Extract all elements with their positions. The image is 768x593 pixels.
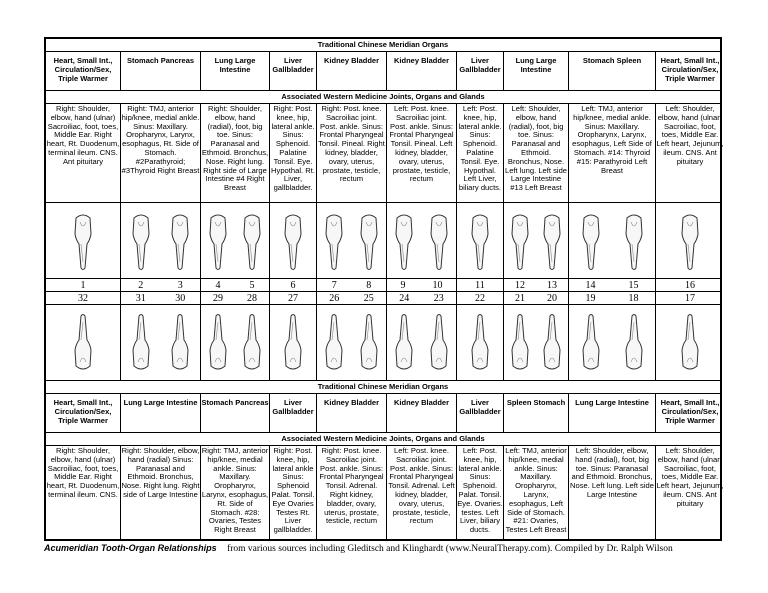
tooth-image-cell (317, 305, 387, 380)
organ-description-cell: Left: Post. knee, hip, lateral ankle. Sinus: Sphenoid. Palatine Tonsil. Eye. Hypothal. Left Liver, biliary ducts. (457, 104, 504, 202)
tooth-illustration (130, 210, 152, 272)
tooth-illustration (130, 312, 152, 374)
tooth-number-cell (569, 279, 656, 291)
tooth-illustration (580, 312, 602, 374)
tooth-number: 16 (685, 279, 695, 291)
tooth-number: 11 (475, 279, 485, 291)
meridian-header-cell: Liver Gallbladder (457, 394, 504, 432)
organ-description-cell: Right: TMJ, anterior hip/knee, medial ankle. Sinus: Maxillary. Oropharynx, Larynx, esophagus, Rt. Side of Stomach. #2Parathyroid; #3Thyroid Right Breast (121, 104, 201, 202)
tooth-number: 30 (175, 292, 186, 304)
tooth-illustration (282, 210, 304, 272)
footer (44, 543, 734, 554)
meridian-header-cell: Liver Gallbladder (270, 52, 317, 90)
tooth-image-cell (201, 203, 270, 278)
tooth-image-cell (270, 203, 317, 278)
tooth-image-cell (201, 305, 270, 380)
tooth-number: 32 (78, 292, 88, 304)
meridian-header-cell: Heart, Small Int., Circulation/Sex, Triple Warmer (46, 52, 121, 90)
tooth-illustration (428, 312, 450, 374)
tooth-number: 31 (135, 292, 146, 304)
tooth-number: 21 (515, 292, 525, 304)
tooth-illustration (207, 210, 229, 272)
tooth-number-cell (121, 292, 201, 304)
tooth-number: 1 (80, 279, 86, 291)
lower-number-row (46, 292, 720, 305)
organ-description-cell: Right: Post. knee, hip, lateral ankle Sinus: Sphenoid Palat. Tonsil. Eye Ovaries Testes Rt. Liver gallbladder. (270, 446, 317, 539)
lower-teeth-row (46, 305, 720, 381)
organ-description-cell: Left: Shoulder, elbow, hand (radial), foot, big toe. Sinus: Paranasal and Ethmoid. Bronchus, Nose. Left lung. Left side Large Intestine #13 Left Breast (504, 104, 569, 202)
tooth-number: 3 (177, 279, 183, 291)
organ-description-cell: Right: Shoulder, elbow, hand (radial), foot, big toe. Sinus: Paranasal and Ethmoid. Bronchus, Nose. Right lung. Right side of Large Intestine #4 Right Breast (201, 104, 270, 202)
tooth-number: 24 (399, 292, 410, 304)
footer-title: Acumeridian Tooth-Organ Relationships (44, 543, 217, 553)
tooth-number-cell (569, 292, 656, 304)
tooth-number: 27 (288, 292, 298, 304)
tooth-number: 20 (547, 292, 557, 304)
organ-description-cell: Right: Shoulder, elbow, hand (ulnar) Sacroiliac, foot, toes, Middle Ear. Right heart, Rt. Duodenum, terminal ileum. CNS. Ant pituitary (46, 104, 121, 202)
tooth-number: 19 (585, 292, 596, 304)
tooth-illustration (241, 210, 263, 272)
tooth-number: 9 (400, 279, 406, 291)
tooth-number: 23 (433, 292, 444, 304)
tooth-number: 29 (213, 292, 223, 304)
tooth-illustration (323, 210, 345, 272)
meridian-header-cell: Liver Gallbladder (270, 394, 317, 432)
tooth-number-cell (387, 292, 457, 304)
tooth-image-cell (569, 203, 656, 278)
tooth-number: 10 (432, 279, 443, 291)
tooth-image-cell (504, 203, 569, 278)
meridian-header-cell: Lung Large Intestine (121, 394, 201, 432)
upper-teeth-row (46, 203, 720, 279)
tooth-number: 6 (290, 279, 296, 291)
tooth-illustration (282, 312, 304, 374)
organ-description-cell: Left: Shoulder, elbow, hand (ulnar) Sacroiliac, foot, toes, Middle Ear. Left heart, Jejunum, ileum. CNS. Ant pituitary (656, 104, 724, 166)
meridian-header-cell: Lung Large Intestine (201, 52, 270, 90)
tcm-band-upper: Traditional Chinese Meridian Organs (46, 39, 720, 52)
meridian-header-cell: Stomach Spleen (569, 52, 656, 90)
upper-description-row (46, 104, 724, 203)
tooth-number-cell (387, 279, 457, 291)
tooth-illustration (169, 210, 191, 272)
tooth-number-cell (46, 292, 121, 304)
tooth-number: 15 (628, 279, 639, 291)
meridian-header-cell: Kidney Bladder (317, 52, 387, 90)
tooth-image-cell (121, 203, 201, 278)
tooth-number-cell (201, 292, 270, 304)
tooth-number: 8 (366, 279, 372, 291)
tooth-illustration (393, 210, 415, 272)
organ-description-cell: Right: Post. knee. Sacroiliac joint. Post. ankle. Sinus: Frontal Pharyngeal Tonsil. Pineal. Right kidney, bladder, ovary, uterus, prostate, testicle, rectum (317, 104, 387, 202)
footer-credit: from various sources including Gleditsch and Klinghardt (www.NeuralTherapy.com). Compiled by Dr. Ralph Wilson (227, 544, 673, 554)
tooth-image-cell (656, 203, 724, 278)
organ-description-cell: Left: Post. knee. Sacroiliac joint. Post. ankle. Sinus: Frontal Pharyngeal Tonsil. Adrenal. Left kidney, bladder, ovary, uterus, prostate, testicle, rectum (387, 446, 457, 539)
tooth-number: 18 (628, 292, 639, 304)
tooth-image-cell (457, 203, 504, 278)
meridian-header-cell: Lung Large Intestine (504, 52, 569, 90)
tooth-illustration (580, 210, 602, 272)
meridian-header-cell: Kidney Bladder (317, 394, 387, 432)
tooth-illustration (358, 312, 380, 374)
meridian-header-cell: Stomach Pancreas (201, 394, 270, 432)
meridian-header-cell: Lung Large Intestine (569, 394, 656, 432)
tooth-illustration (169, 312, 191, 374)
tooth-number-cell (201, 279, 270, 291)
tooth-image-cell (317, 203, 387, 278)
tooth-illustration (323, 312, 345, 374)
tooth-image-cell (457, 305, 504, 380)
meridian-header-cell: Heart, Small Int., Circulation/Sex, Triple Warmer (660, 398, 720, 425)
meridian-header-cell: Heart, Small Int., Circulation/Sex, Triple Warmer (46, 394, 121, 432)
organ-description-cell: Left: Post. knee. Sacroiliac joint. Post. ankle. Sinus: Frontal Pharyngeal Tonsil. Pineal. Left kidney, bladder, ovary, uterus, prostate, testicle, rectum (387, 104, 457, 202)
tooth-illustration (679, 312, 701, 374)
tooth-image-cell (656, 305, 724, 380)
lower-description-row (46, 446, 724, 539)
tooth-illustration (541, 210, 563, 272)
organ-description-cell: Right: TMJ, anterior hip/knee, medial ankle. Sinus: Maxillary. Oropharynx, Larynx, esophagus, Rt. Side of Stomach. #28: Ovaries, Testes Right Breast (201, 446, 270, 539)
western-band-upper: Associated Western Medicine Joints, Organs and Glands (46, 91, 720, 104)
upper-header-row (46, 52, 720, 91)
tooth-illustration (623, 312, 645, 374)
tooth-number: 25 (363, 292, 374, 304)
tooth-illustration (469, 312, 491, 374)
tooth-image-cell (270, 305, 317, 380)
tooth-number-cell (656, 279, 724, 291)
tooth-illustration (509, 312, 531, 374)
tooth-organ-chart (44, 37, 722, 541)
tooth-illustration (509, 210, 531, 272)
tooth-image-cell (387, 305, 457, 380)
tooth-illustration (428, 210, 450, 272)
tooth-number-cell (504, 279, 569, 291)
tooth-illustration (241, 312, 263, 374)
organ-description-cell: Left: TMJ, anterior hip/knee, medial ankle. Sinus: Maxillary. Oropharynx, Larynx, esophagus, Left Side of Stomach. #14: Thyroid #15: Parathyroid Left Breast (569, 104, 656, 202)
tooth-illustration (207, 312, 229, 374)
tooth-image-cell (387, 203, 457, 278)
tooth-number-cell (504, 292, 569, 304)
tooth-number: 4 (215, 279, 221, 291)
tooth-number-cell (46, 279, 121, 291)
tooth-number-cell (317, 292, 387, 304)
tcm-band-lower: Traditional Chinese Meridian Organs (46, 381, 720, 394)
tooth-number-cell (121, 279, 201, 291)
tooth-image-cell (46, 203, 121, 278)
tooth-number: 13 (547, 279, 557, 291)
meridian-header-cell: Liver Gallbladder (457, 52, 504, 90)
organ-description-cell: Right: Post. knee, hip, lateral ankle. Sinus: Sphenoid. Palatine Tonsil. Eye. Hypothal. Rt. Liver, gallbladder. (270, 104, 317, 202)
meridian-header-cell: Stomach Pancreas (121, 52, 201, 90)
organ-description-cell: Left: Shoulder, elbow, hand (radial), foot, big toe. Sinus: Paranasal and Ethmoid. Bronchus, Nose. Left lung. Left side Large Intestine (569, 446, 656, 539)
organ-description-cell: Right: Post. knee. Sacroiliac joint. Post. ankle. Sinus: Frontal Pharyngeal Tonsil. Adrenal. Right kidney, bladder, ovary, uterus, prostate, testicle, rectum (317, 446, 387, 539)
tooth-image-cell (46, 305, 121, 380)
tooth-image-cell (504, 305, 569, 380)
tooth-number-cell (457, 279, 504, 291)
tooth-illustration (679, 210, 701, 272)
tooth-number: 28 (247, 292, 257, 304)
meridian-header-cell: Kidney Bladder (387, 394, 457, 432)
upper-number-row (46, 279, 720, 292)
tooth-number: 22 (475, 292, 485, 304)
meridian-header-cell: Spleen Stomach (504, 394, 569, 432)
tooth-number: 17 (685, 292, 695, 304)
organ-description-cell: Right: Shoulder, elbow, hand (radial) Sinus: Paranasal and Ethmoid. Bronchus, Nose. Right lung. Right side of Large Intestine (121, 446, 201, 539)
tooth-illustration (72, 210, 94, 272)
organ-description-cell: Left: TMJ, anterior hip/knee, medial ankle. Sinus: Maxillary. Oropharynx, Larynx, esophagus, Left Side of Stomach. #21: Ovaries, Testes Left Breast (504, 446, 569, 539)
tooth-illustration (358, 210, 380, 272)
tooth-image-cell (569, 305, 656, 380)
tooth-number-cell (317, 279, 387, 291)
tooth-number: 14 (585, 279, 596, 291)
tooth-number: 2 (138, 279, 144, 291)
tooth-number: 26 (329, 292, 340, 304)
tooth-number: 12 (515, 279, 525, 291)
organ-description-cell: Left: Post. knee, hip, lateral ankle. Sinus: Sphenoid. Palat. Tonsil. Eye. Ovaries. testes. Left Liver, biliary ducts. (457, 446, 504, 539)
tooth-illustration (469, 210, 491, 272)
tooth-number-cell (656, 292, 724, 304)
lower-header-row (46, 394, 720, 433)
tooth-number: 7 (331, 279, 337, 291)
meridian-header-cell: Kidney Bladder (387, 52, 457, 90)
tooth-image-cell (121, 305, 201, 380)
tooth-number-cell (457, 292, 504, 304)
tooth-number-cell (270, 279, 317, 291)
organ-description-cell: Right: Shoulder, elbow, hand (ulnar) Sacroiliac, foot, toes, Middle Ear. Right heart, Rt. Duodenum, terminal ileum. CNS. (46, 446, 121, 539)
meridian-header-cell: Heart, Small Int., Circulation/Sex, Triple Warmer (660, 56, 720, 83)
tooth-illustration (393, 312, 415, 374)
tooth-illustration (72, 312, 94, 374)
tooth-number-cell (270, 292, 317, 304)
tooth-illustration (541, 312, 563, 374)
tooth-number: 5 (249, 279, 255, 291)
organ-description-cell: Left: Shoulder, elbow, hand (ulnar) Sacroiliac, foot, toes, Middle Ear. Left heart, Jejunum, ileum. CNS. Ant pituitary (656, 446, 724, 508)
tooth-illustration (623, 210, 645, 272)
western-band-lower: Associated Western Medicine Joints, Organs and Glands (46, 433, 720, 446)
